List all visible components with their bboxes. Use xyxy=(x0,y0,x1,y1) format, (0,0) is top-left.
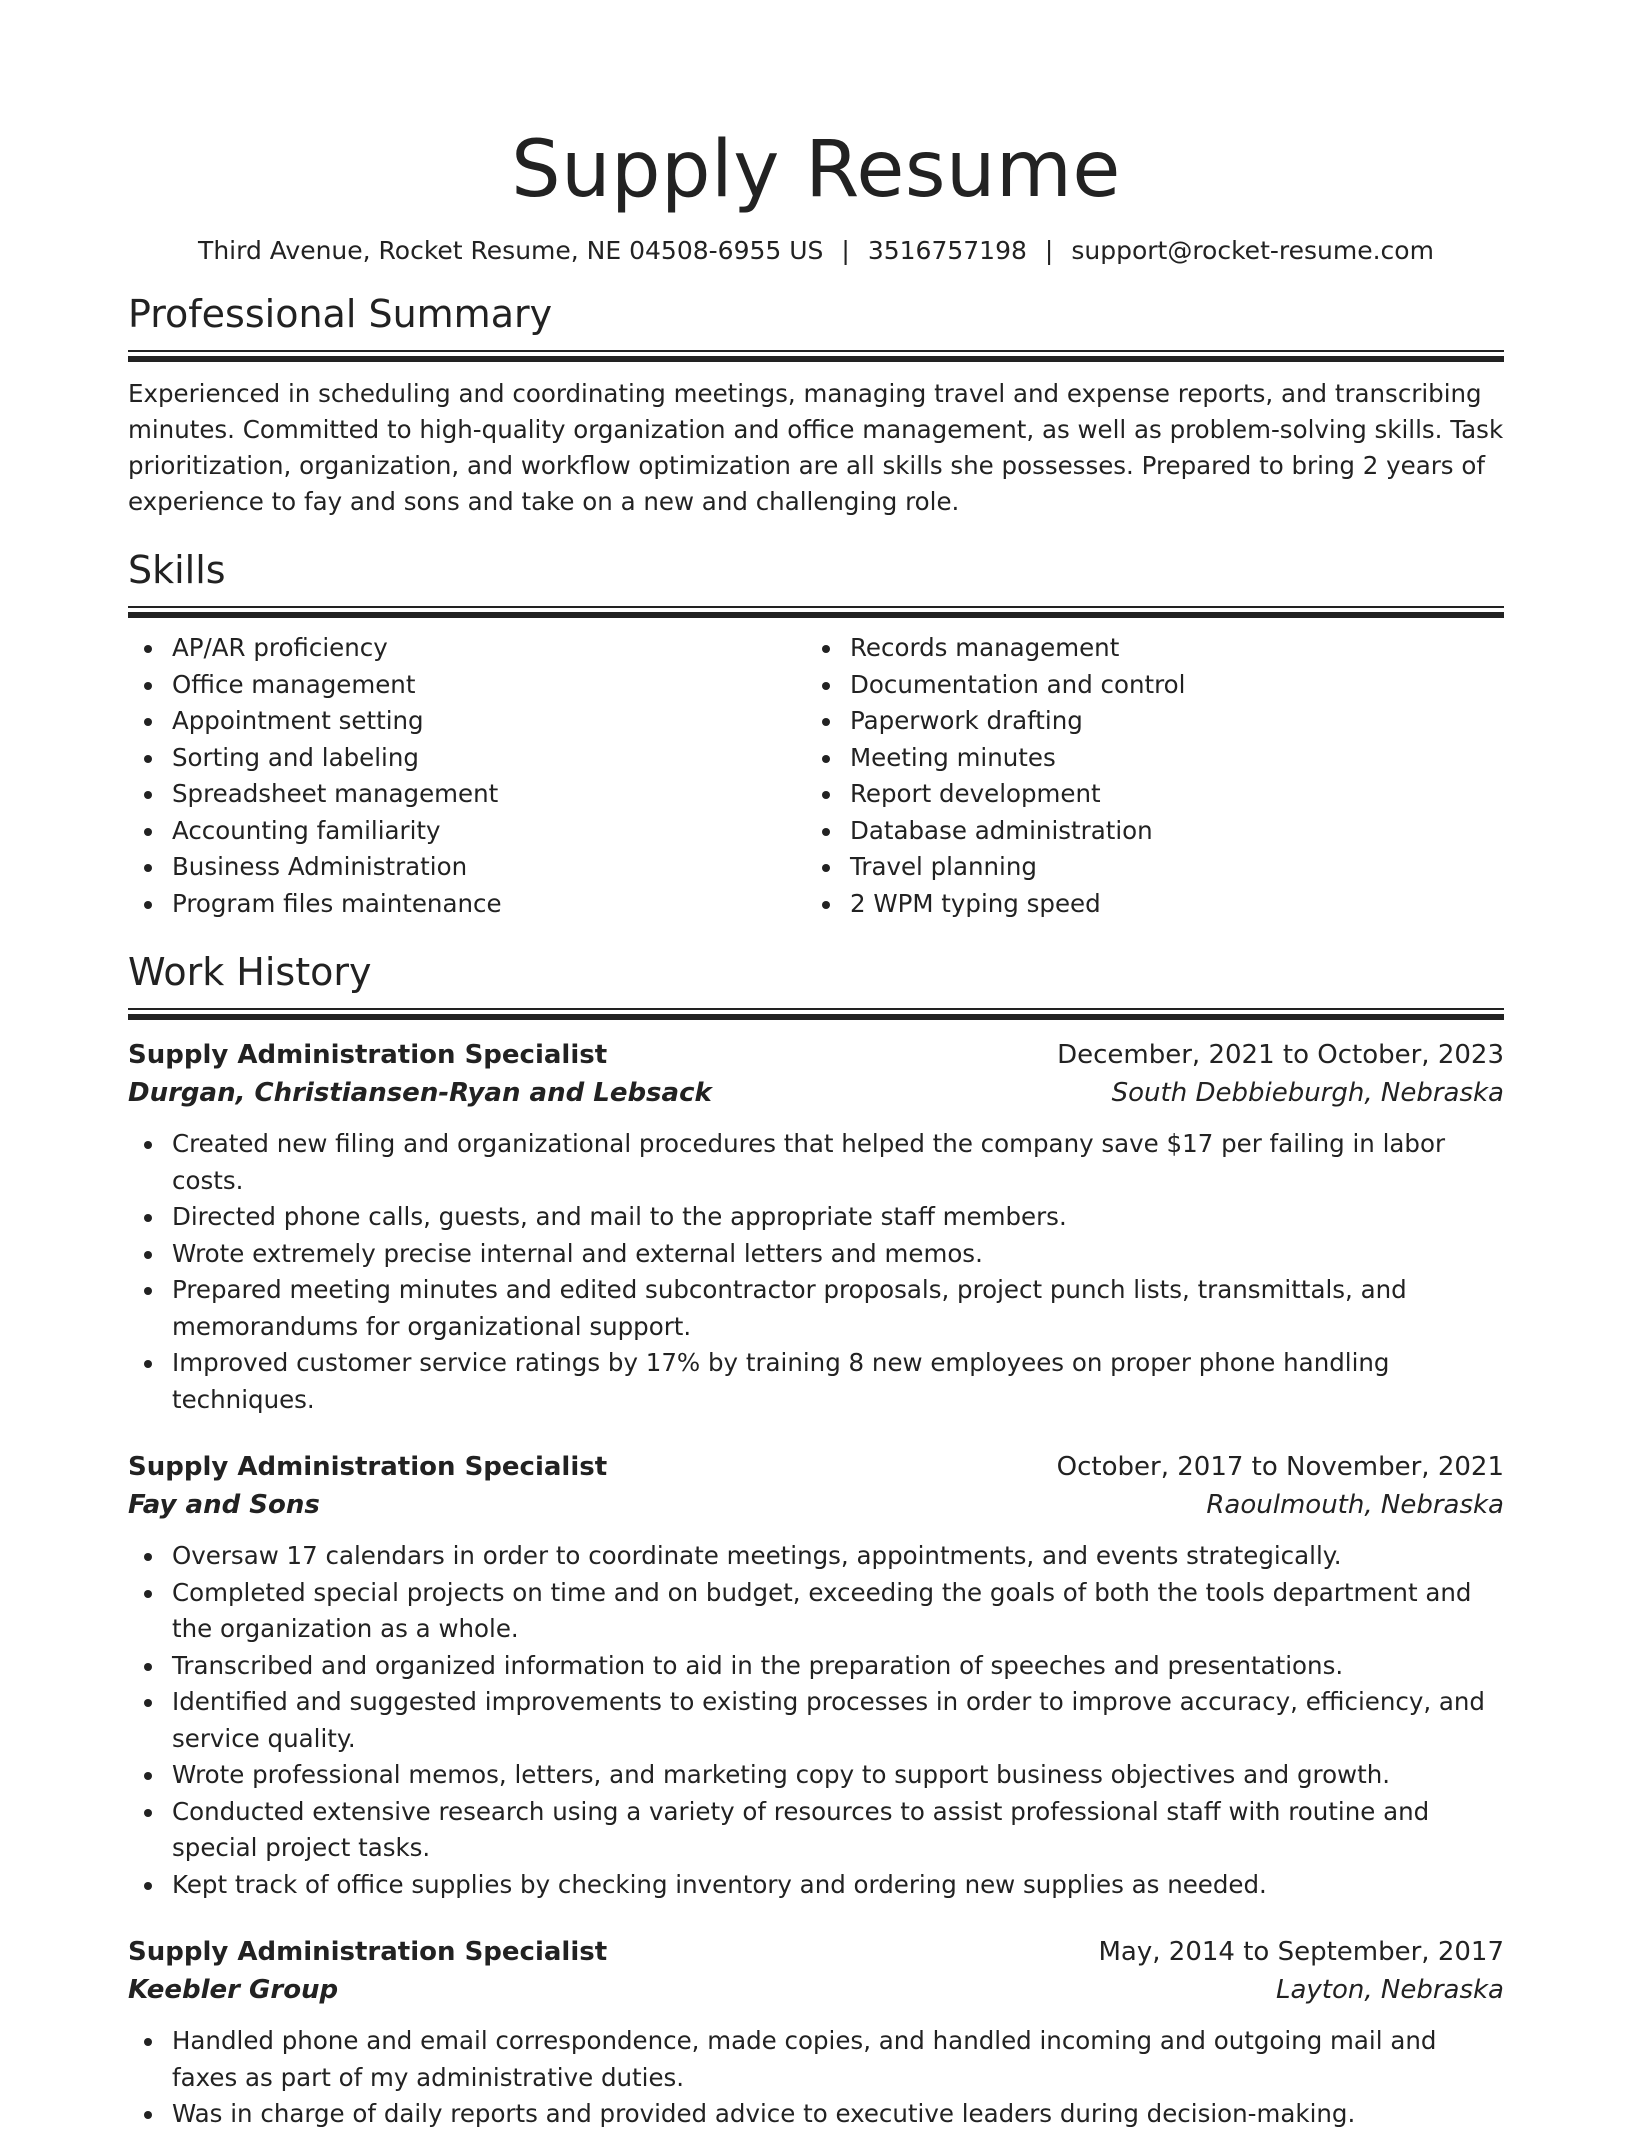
resume-page xyxy=(128,0,1504,2133)
job-location: Layton, Nebraska xyxy=(1275,1975,1504,2005)
skill-item: Paperwork drafting xyxy=(806,703,1484,740)
job-bullet: Transcribed and organized information to aid in the preparation of speeches and presentations. xyxy=(128,1648,1504,1685)
job-bullet: Completed special projects on time and on budget, exceeding the goals of both the tools department and the organization as a whole. xyxy=(128,1575,1504,1648)
summary-section xyxy=(128,290,1504,520)
skill-item: Office management xyxy=(128,667,806,704)
job-header xyxy=(128,1448,1504,1486)
job-header xyxy=(128,1036,1504,1074)
contact-phone: 3516757198 xyxy=(867,236,1027,265)
job-bullet: Identified and suggested improvements to existing processes in order to improve accuracy, efficiency, and service quality. xyxy=(128,1684,1504,1757)
job-subheader xyxy=(128,1486,1504,1524)
job-bullet: Kept track of office supplies by checking inventory and ordering new supplies as needed. xyxy=(128,1867,1504,1904)
section-title-summary: Professional Summary xyxy=(128,292,553,336)
skill-item: Meeting minutes xyxy=(806,740,1484,777)
skill-item: Report development xyxy=(806,776,1484,813)
skill-item: Program files maintenance xyxy=(128,886,806,923)
skill-item: Sorting and labeling xyxy=(128,740,806,777)
job-employer: Fay and Sons xyxy=(128,1490,320,1520)
job-title: Supply Administration Specialist xyxy=(128,1452,608,1482)
job-bullet-list xyxy=(128,2023,1504,2133)
contact-line xyxy=(128,234,1504,268)
skill-item: 2 WPM typing speed xyxy=(806,886,1484,923)
job-bullet-list xyxy=(128,1126,1504,1418)
skills-list-right xyxy=(806,630,1484,922)
job-subheader xyxy=(128,1971,1504,2009)
section-title-skills: Skills xyxy=(128,548,226,592)
job-title: Supply Administration Specialist xyxy=(128,1937,608,1967)
contact-email: support@rocket-resume.com xyxy=(1071,236,1434,265)
job-entry xyxy=(128,1933,1504,2133)
job-bullet: Oversaw 17 calendars in order to coordinate meetings, appointments, and events strategically. xyxy=(128,1538,1504,1575)
job-bullet: Prepared meeting minutes and edited subcontractor proposals, project punch lists, transmittals, and memorandums for organizational support. xyxy=(128,1272,1504,1345)
job-entry xyxy=(128,1036,1504,1418)
job-dates: December, 2021 to October, 2023 xyxy=(1057,1040,1504,1070)
job-bullet-list xyxy=(128,1538,1504,1903)
skill-item: Records management xyxy=(806,630,1484,667)
skill-item: Spreadsheet management xyxy=(128,776,806,813)
job-bullet: Wrote professional memos, letters, and marketing copy to support business objectives and growth. xyxy=(128,1757,1504,1794)
skill-item: Travel planning xyxy=(806,849,1484,886)
job-subheader xyxy=(128,1074,1504,1112)
job-location: South Debbieburgh, Nebraska xyxy=(1111,1078,1504,1108)
skill-item: Database administration xyxy=(806,813,1484,850)
job-header xyxy=(128,1933,1504,1971)
skills-section xyxy=(128,546,1504,922)
skills-columns xyxy=(128,630,1504,922)
job-title: Supply Administration Specialist xyxy=(128,1040,608,1070)
work-section xyxy=(128,948,1504,2133)
job-bullet: Directed phone calls, guests, and mail to the appropriate staff members. xyxy=(128,1199,1504,1236)
job-bullet: Conducted extensive research using a variety of resources to assist professional staff with routine and special project tasks. xyxy=(128,1794,1504,1867)
job-employer: Keebler Group xyxy=(128,1975,339,2005)
section-divider xyxy=(128,1008,1504,1020)
skill-item: Documentation and control xyxy=(806,667,1484,704)
job-bullet: Improved customer service ratings by 17% by training 8 new employees on proper phone handling techniques. xyxy=(128,1345,1504,1418)
job-dates: October, 2017 to November, 2021 xyxy=(1056,1452,1504,1482)
contact-address: Third Avenue, Rocket Resume, NE 04508-6955 US xyxy=(198,236,824,265)
job-dates: May, 2014 to September, 2017 xyxy=(1098,1937,1504,1967)
contact-separator: | xyxy=(1044,236,1054,265)
job-bullet: Wrote extremely precise internal and external letters and memos. xyxy=(128,1236,1504,1273)
job-location: Raoulmouth, Nebraska xyxy=(1206,1490,1504,1520)
section-title-work: Work History xyxy=(128,950,372,994)
skill-item: Accounting familiarity xyxy=(128,813,806,850)
skill-item: AP/AR proficiency xyxy=(128,630,806,667)
skills-list-left xyxy=(128,630,806,922)
section-divider xyxy=(128,350,1504,362)
job-entry xyxy=(128,1448,1504,1903)
section-divider xyxy=(128,606,1504,618)
summary-text: Experienced in scheduling and coordinating meetings, managing travel and expense reports, and transcribing minutes. Committed to high-quality organization and office management, as well as problem-solving skills. Task prioritization, organization, and workflow optimization are all skills she possesses. Prepared to bring 2 years of experience to fay and sons and take on a new and challenging role. xyxy=(128,379,1504,516)
skill-item: Appointment setting xyxy=(128,703,806,740)
job-employer: Durgan, Christiansen-Ryan and Lebsack xyxy=(128,1078,712,1108)
job-bullet: Handled phone and email correspondence, made copies, and handled incoming and outgoing mail and faxes as part of my administrative duties. xyxy=(128,2023,1504,2096)
resume-name: Supply Resume xyxy=(511,125,1121,215)
job-bullet: Created new filing and organizational procedures that helped the company save $17 per failing in labor costs. xyxy=(128,1126,1504,1199)
job-bullet: Was in charge of daily reports and provided advice to executive leaders during decision-making. xyxy=(128,2096,1504,2133)
contact-separator: | xyxy=(841,236,850,265)
skill-item: Business Administration xyxy=(128,849,806,886)
